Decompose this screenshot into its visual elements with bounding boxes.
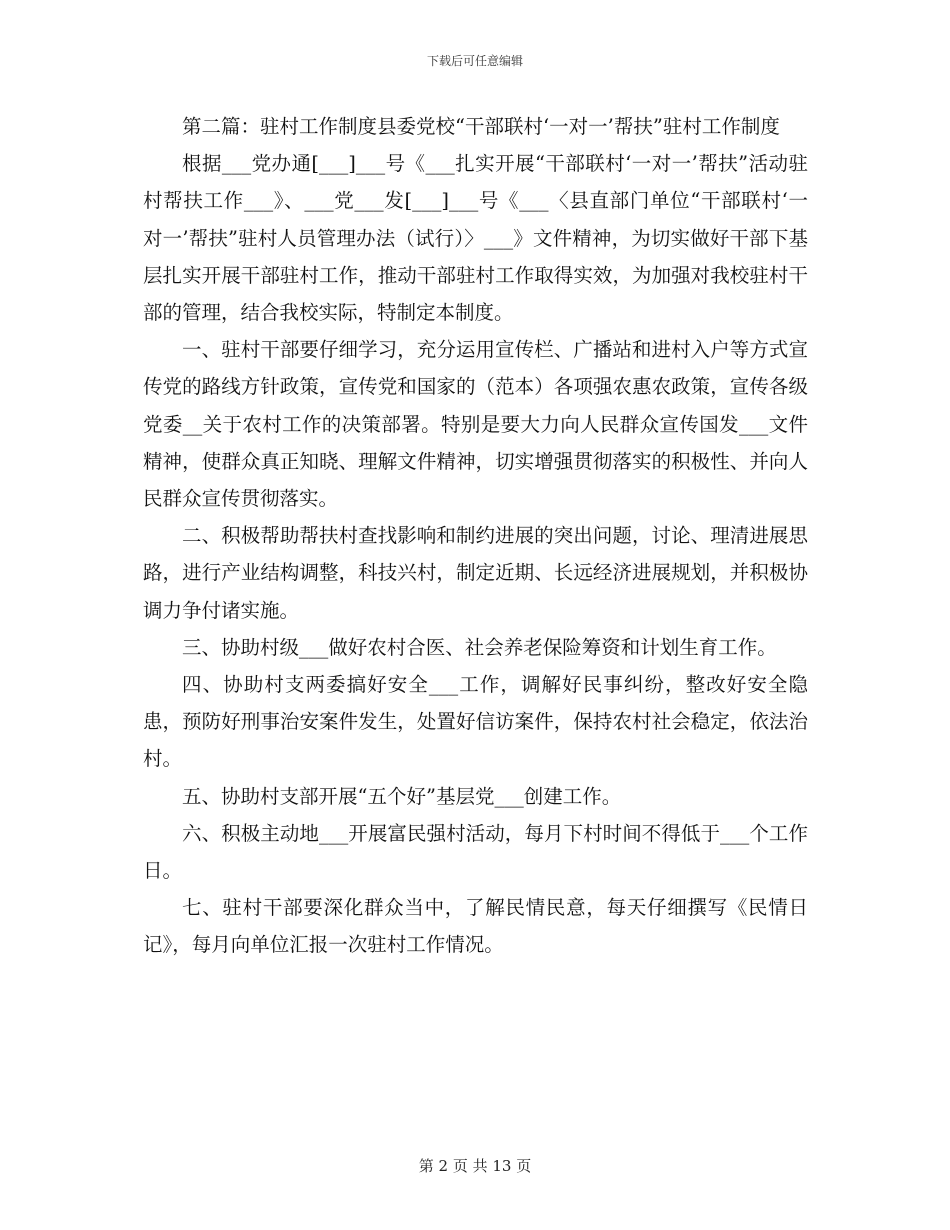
body-paragraph: 六、积极主动地___开展富民强村活动，每月下村时间不得低于___个工作日。 xyxy=(143,821,808,883)
body-paragraph: 根据___党办通[___]___号《___扎实开展“干部联村‘一对一’帮扶”活动驻村帮扶工作___》、___党___发[___]___号《___〈县直部门单位“干部联村‘一对一’帮扶”驻村人员管理办法（试行）〉___》文件精神，为切实做好干部下基层扎实开展干部驻村工作，推动干部驻村工作取得实效，为加强对我校驻村干部的管理，结合我校实际，特制定本制度。 xyxy=(143,152,808,325)
body-paragraph: 一、驻村干部要仔细学习，充分运用宣传栏、广播站和进村入户等方式宣传党的路线方针政策，宣传党和国家的（范本）各项强农惠农政策，宣传各级党委__关于农村工作的决策部署。特别是要大力向人民群众宣传国发___文件精神，使群众真正知晓、理解文件精神，切实增强贯彻落实的积极性、并向人民群众宣传贯彻落实。 xyxy=(143,338,808,511)
section-title-paragraph: 第二篇：驻村工作制度县委党校“干部联村‘一对一’帮扶”驻村工作制度 xyxy=(182,115,780,138)
body-paragraph: 二、积极帮助帮扶村查找影响和制约进展的突出问题，讨论、理清进展思路，进行产业结构调整，科技兴村，制定近期、长远经济进展规划，并积极协调力争付诸实施。 xyxy=(143,524,808,622)
body-paragraph: 五、协助村支部开展“五个好”基层党___创建工作。 xyxy=(182,784,622,808)
document-body xyxy=(143,108,808,964)
page-number-footer: 第 2 页 共 13 页 xyxy=(418,1157,532,1175)
body-paragraph: 七、驻村干部要深化群众当中，了解民情民意，每天仔细撰写《民情日记》，每月向单位汇报一次驻村工作情况。 xyxy=(143,896,808,957)
page-header: 下载后可任意编辑 xyxy=(426,54,523,68)
body-paragraph: 三、协助村级___做好农村合医、社会养老保险筹资和计划生育工作。 xyxy=(182,635,777,659)
body-paragraph: 四、协助村支两委搞好安全___工作，调解好民事纠纷，整改好安全隐患，预防好刑事治安案件发生，处置好信访案件，保持农村社会稳定，依法治村。 xyxy=(143,673,808,771)
